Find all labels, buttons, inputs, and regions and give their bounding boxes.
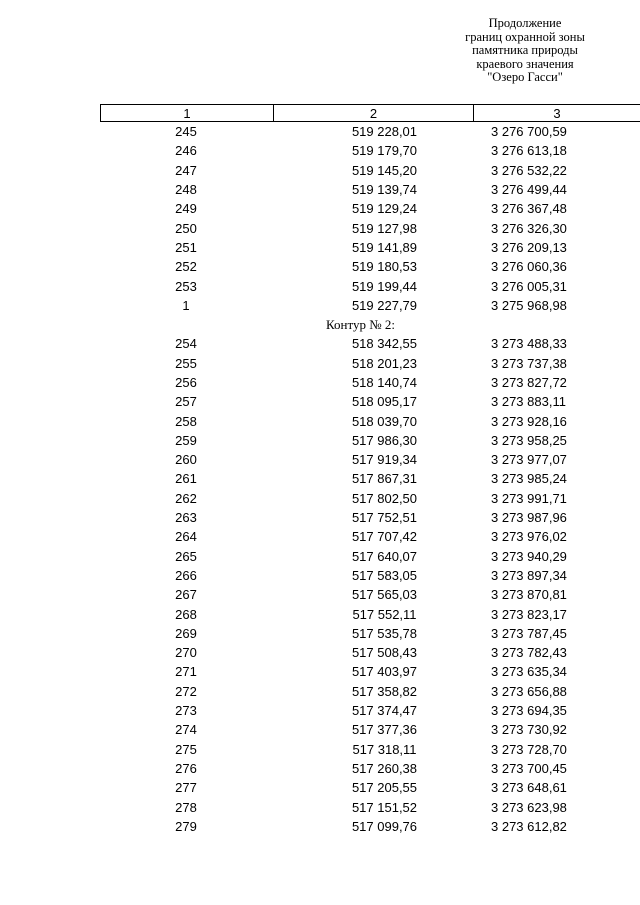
point-number-cell: 272 — [175, 683, 197, 699]
y-coordinate-cell: 3 276 499,44 — [491, 182, 567, 198]
table-row — [100, 199, 640, 218]
point-number-cell: 258 — [175, 413, 197, 429]
point-number-cell: 268 — [175, 606, 197, 622]
y-coordinate-cell: 3 273 656,88 — [491, 683, 567, 699]
y-coordinate-cell: 3 276 367,48 — [491, 201, 567, 217]
y-coordinate-cell: 3 276 005,31 — [491, 278, 567, 294]
x-coordinate-cell: 517 205,55 — [351, 780, 418, 796]
x-coordinate-cell: 517 583,05 — [351, 567, 418, 583]
y-coordinate-cell: 3 273 623,98 — [491, 799, 567, 815]
x-coordinate-cell: 519 145,20 — [351, 162, 418, 178]
y-coordinate-cell: 3 273 870,81 — [491, 587, 567, 603]
y-coordinate-cell: 3 273 737,38 — [491, 355, 567, 371]
table-row — [100, 662, 640, 681]
x-coordinate-cell: 519 180,53 — [351, 259, 418, 275]
point-number-cell: 255 — [175, 355, 197, 371]
table-row — [100, 450, 640, 469]
table-row — [100, 218, 640, 237]
point-number-cell: 246 — [175, 143, 197, 159]
y-coordinate-cell: 3 273 728,70 — [491, 741, 567, 757]
x-coordinate-cell: 519 228,01 — [351, 124, 418, 140]
x-coordinate-cell: 517 707,42 — [351, 529, 418, 545]
x-coordinate-cell: 517 752,51 — [351, 510, 418, 526]
x-coordinate-cell: 518 095,17 — [351, 394, 418, 410]
x-coordinate-cell: 517 099,76 — [351, 818, 418, 834]
x-coordinate-cell: 518 201,23 — [351, 355, 418, 371]
y-coordinate-cell: 3 273 694,35 — [491, 703, 567, 719]
point-number-cell: 276 — [175, 760, 197, 776]
table-row — [100, 740, 640, 759]
x-coordinate-cell: 517 318,11 — [352, 741, 417, 757]
point-number-cell: 269 — [175, 625, 197, 641]
point-number-cell: 254 — [175, 336, 197, 352]
table-row — [100, 527, 640, 546]
x-coordinate-cell: 519 179,70 — [351, 143, 418, 159]
table-row — [100, 624, 640, 643]
y-coordinate-cell: 3 276 613,18 — [491, 143, 567, 159]
table-row — [100, 682, 640, 701]
point-number-cell: 1 — [182, 297, 190, 313]
y-coordinate-cell: 3 275 968,98 — [491, 297, 567, 313]
y-coordinate-cell: 3 273 635,34 — [491, 664, 567, 680]
y-coordinate-cell: 3 273 977,07 — [491, 452, 567, 468]
table-row — [100, 392, 640, 411]
x-coordinate-cell: 519 227,79 — [351, 297, 418, 313]
table-row — [100, 276, 640, 295]
x-coordinate-cell: 517 802,50 — [351, 490, 418, 506]
x-coordinate-cell: 517 403,97 — [351, 664, 418, 680]
table-row — [100, 354, 640, 373]
table-row — [100, 566, 640, 585]
y-coordinate-cell: 3 273 612,82 — [491, 818, 567, 834]
table-row — [100, 180, 640, 199]
table-row — [100, 797, 640, 816]
x-coordinate-cell: 517 986,30 — [351, 432, 418, 448]
document-caption — [430, 17, 620, 85]
point-number-cell: 263 — [175, 510, 197, 526]
table-row — [100, 373, 640, 392]
point-number-cell: 271 — [175, 664, 197, 680]
point-number-cell: 245 — [175, 124, 197, 140]
x-coordinate-cell: 519 141,89 — [351, 239, 418, 255]
y-coordinate-cell: 3 273 976,02 — [491, 529, 567, 545]
table-header — [100, 104, 640, 122]
point-number-cell: 250 — [175, 220, 197, 236]
table-body-contour-1 — [100, 122, 640, 315]
x-coordinate-cell: 519 129,24 — [351, 201, 418, 217]
y-coordinate-cell: 3 273 958,25 — [491, 432, 567, 448]
table-row — [100, 720, 640, 739]
x-coordinate-cell: 517 508,43 — [351, 645, 418, 661]
table-row — [100, 817, 640, 836]
table-row — [100, 585, 640, 604]
x-coordinate-cell: 517 552,11 — [352, 606, 417, 622]
x-coordinate-cell: 517 565,03 — [351, 587, 418, 603]
y-coordinate-cell: 3 276 060,36 — [491, 259, 567, 275]
y-coordinate-cell: 3 273 928,16 — [491, 413, 567, 429]
table-row — [100, 489, 640, 508]
point-number-cell: 247 — [175, 162, 197, 178]
x-coordinate-cell: 518 140,74 — [351, 375, 418, 390]
table-row — [100, 508, 640, 527]
table-row — [100, 604, 640, 623]
y-coordinate-cell: 3 276 209,13 — [491, 239, 567, 255]
x-coordinate-cell: 517 535,78 — [351, 625, 418, 641]
point-number-cell: 256 — [175, 375, 197, 390]
y-coordinate-cell: 3 273 488,33 — [491, 336, 567, 352]
contour-2-label: Контур № 2: — [325, 316, 395, 332]
x-coordinate-cell: 518 039,70 — [351, 413, 418, 429]
point-number-cell: 249 — [175, 201, 197, 217]
y-coordinate-cell: 3 273 940,29 — [491, 548, 567, 564]
table-row — [100, 469, 640, 488]
y-coordinate-cell: 3 273 991,71 — [491, 490, 567, 506]
point-number-cell: 261 — [175, 471, 197, 487]
y-coordinate-cell: 3 273 827,72 — [491, 375, 567, 390]
table-row — [100, 759, 640, 778]
caption-line: "Озеро Гасси" — [487, 70, 563, 85]
point-number-cell: 259 — [175, 432, 197, 448]
point-number-cell: 262 — [175, 490, 197, 506]
y-coordinate-cell: 3 273 782,43 — [491, 645, 567, 661]
table-row — [100, 296, 640, 315]
point-number-cell: 270 — [175, 645, 197, 661]
y-coordinate-cell: 3 273 700,45 — [491, 760, 567, 776]
header-cell-3: 3 — [473, 105, 640, 121]
table-row — [100, 161, 640, 180]
header-cell-1: 1 — [183, 105, 191, 121]
table-row — [100, 701, 640, 720]
table-row — [100, 411, 640, 430]
y-coordinate-cell: 3 273 897,34 — [491, 567, 567, 583]
header-cell-2: 2 — [273, 105, 473, 121]
y-coordinate-cell: 3 276 532,22 — [491, 162, 567, 178]
x-coordinate-cell: 517 374,47 — [351, 703, 418, 719]
point-number-cell: 273 — [175, 703, 197, 719]
y-coordinate-cell: 3 273 730,92 — [491, 722, 567, 738]
table-row — [100, 257, 640, 276]
caption-line: краевого значения — [476, 56, 574, 71]
x-coordinate-cell: 517 640,07 — [351, 548, 418, 564]
x-coordinate-cell: 519 127,98 — [351, 220, 418, 236]
y-coordinate-cell: 3 273 987,96 — [491, 510, 567, 526]
caption-line: Продолжение — [488, 16, 562, 30]
point-number-cell: 248 — [175, 182, 197, 198]
point-number-cell: 252 — [175, 259, 197, 275]
y-coordinate-cell: 3 276 700,59 — [491, 124, 567, 140]
x-coordinate-cell: 519 139,74 — [351, 182, 418, 198]
point-number-cell: 275 — [175, 741, 197, 757]
point-number-cell: 277 — [175, 780, 197, 796]
table-row — [100, 643, 640, 662]
caption-line: памятника природы — [472, 43, 578, 58]
x-coordinate-cell: 519 199,44 — [351, 278, 418, 294]
x-coordinate-cell: 517 260,38 — [351, 760, 418, 776]
point-number-cell: 266 — [175, 567, 197, 583]
table-row — [100, 238, 640, 257]
y-coordinate-cell: 3 273 823,17 — [491, 606, 567, 622]
point-number-cell: 257 — [175, 394, 197, 410]
x-coordinate-cell: 517 358,82 — [351, 683, 418, 699]
y-coordinate-cell: 3 276 326,30 — [491, 220, 567, 236]
x-coordinate-cell: 517 919,34 — [351, 452, 418, 468]
table-row — [100, 334, 640, 353]
x-coordinate-cell: 517 151,52 — [351, 799, 418, 815]
y-coordinate-cell: 3 273 883,11 — [491, 394, 566, 410]
point-number-cell: 274 — [175, 722, 197, 738]
point-number-cell: 253 — [175, 278, 197, 294]
table-row — [100, 547, 640, 566]
table-row — [100, 141, 640, 160]
y-coordinate-cell: 3 273 787,45 — [491, 625, 567, 641]
table-row — [100, 778, 640, 797]
table-row — [100, 431, 640, 450]
table-body-contour-2 — [100, 334, 640, 836]
point-number-cell: 260 — [175, 452, 197, 468]
x-coordinate-cell: 517 377,36 — [351, 722, 418, 738]
point-number-cell: 279 — [175, 818, 197, 834]
point-number-cell: 278 — [175, 799, 197, 815]
table-row — [100, 122, 640, 141]
x-coordinate-cell: 517 867,31 — [351, 471, 418, 487]
x-coordinate-cell: 518 342,55 — [351, 336, 418, 352]
caption-line: границ охранной зоны — [465, 29, 585, 44]
point-number-cell: 251 — [175, 239, 197, 255]
point-number-cell: 264 — [175, 529, 197, 545]
y-coordinate-cell: 3 273 648,61 — [491, 780, 567, 796]
point-number-cell: 267 — [175, 587, 197, 603]
point-number-cell: 265 — [175, 548, 197, 564]
y-coordinate-cell: 3 273 985,24 — [491, 471, 567, 487]
coordinates-table — [100, 104, 640, 836]
